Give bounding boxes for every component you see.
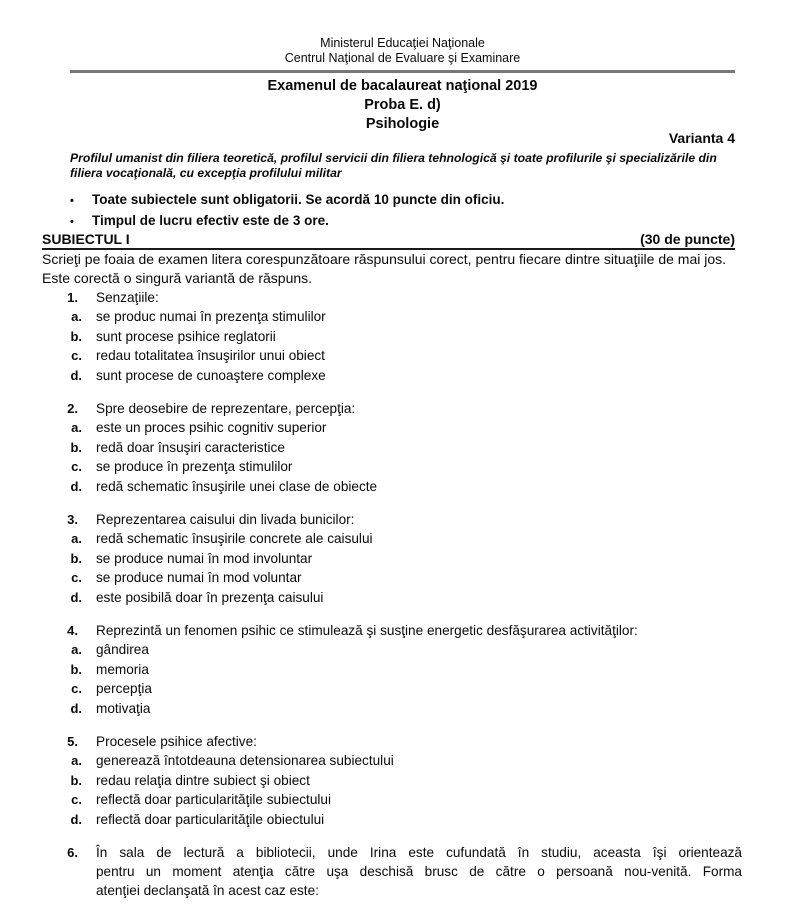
question-item bbox=[42, 510, 742, 607]
answer-option-text: gândirea bbox=[96, 642, 149, 657]
answer-option-text: memoria bbox=[96, 661, 149, 677]
question-item bbox=[42, 288, 742, 385]
answer-option-letter: c. bbox=[71, 570, 82, 585]
answer-option bbox=[42, 549, 742, 569]
answer-option-letter: d. bbox=[70, 589, 82, 605]
question-number: 4. bbox=[67, 623, 78, 638]
answer-option-letter: a. bbox=[71, 420, 82, 435]
answer-option bbox=[42, 307, 742, 327]
answer-option bbox=[42, 810, 742, 830]
answer-option-text: se produce numai în mod involuntar bbox=[96, 550, 313, 566]
question-stem: Senzaţiile: bbox=[96, 290, 159, 305]
answer-option bbox=[42, 346, 742, 366]
answer-option-text: sunt procese de cunoaştere complexe bbox=[96, 367, 326, 383]
exam-title-line-2: Proba E. d) bbox=[364, 97, 441, 113]
answer-option bbox=[42, 660, 742, 680]
question-item bbox=[42, 621, 742, 718]
instruction-bullet-text: Timpul de lucru efectiv este de 3 ore. bbox=[92, 213, 329, 228]
answer-option-letter: b. bbox=[70, 550, 82, 566]
answer-option bbox=[42, 457, 742, 477]
exam-title-block bbox=[70, 77, 735, 134]
question-item bbox=[42, 732, 742, 829]
question-stem-row bbox=[42, 399, 742, 418]
answer-option bbox=[42, 640, 742, 660]
subject-label: SUBIECTUL I bbox=[42, 231, 130, 247]
answer-option-text: se produc numai în prezenţa stimulilor bbox=[96, 309, 326, 324]
answer-option-letter: d. bbox=[70, 367, 82, 383]
answer-option bbox=[42, 366, 742, 386]
question-stem-row bbox=[42, 843, 742, 900]
question-stem: Reprezintă un fenomen psihic ce stimulează şi susţine energetic desfăşurarea activităţilor: bbox=[96, 623, 638, 638]
answer-option-text: reflectă doar particularităţile subiectului bbox=[96, 792, 331, 807]
subject-instructions: Scrieţi pe foaia de examen litera corespunzătoare răspunsului corect, pentru fiecare dintre situaţiile de mai jos. Este corectă o singură variantă de răspuns. bbox=[42, 251, 727, 286]
answer-option bbox=[42, 327, 742, 347]
institution-header bbox=[70, 36, 735, 66]
answer-option-text: redau totalitatea însuşirilor unui obiect bbox=[96, 348, 325, 363]
answer-option-text: generează întotdeauna detensionarea subiectului bbox=[96, 753, 394, 768]
answer-option-letter: b. bbox=[70, 772, 82, 788]
question-stem: Spre deosebire de reprezentare, percepţia: bbox=[96, 401, 356, 416]
question-stem: Reprezentarea caisului din livada bunicilor: bbox=[96, 512, 355, 527]
answer-option bbox=[42, 790, 742, 810]
answer-option-text: este posibilă doar în prezenţa caisului bbox=[96, 589, 324, 605]
answer-option bbox=[42, 588, 742, 608]
question-stem-line: În sala de lectură a bibliotecii, unde Irina este cufundată în studiu, aceasta îşi orientează bbox=[96, 845, 742, 860]
answer-option-text: motivaţia bbox=[96, 700, 151, 716]
question-number: 5. bbox=[67, 734, 78, 749]
answer-option-text: redau relaţia dintre subiect şi obiect bbox=[96, 772, 310, 788]
answer-option-text: sunt procese psihice reglatorii bbox=[96, 328, 276, 344]
answer-option-letter: a. bbox=[71, 531, 82, 546]
answer-option bbox=[42, 699, 742, 719]
answer-option-text: redă doar însuşiri caracteristice bbox=[96, 439, 285, 455]
answer-option bbox=[42, 679, 742, 699]
question-stem-row bbox=[42, 621, 742, 640]
question-stem bbox=[96, 843, 742, 900]
answer-option-letter: d. bbox=[70, 700, 82, 716]
instruction-bullet-item bbox=[70, 211, 735, 232]
answer-option bbox=[42, 477, 742, 497]
question-stem: Procesele psihice afective: bbox=[96, 734, 257, 749]
answer-option-text: redă schematic însuşirile unei clase de obiecte bbox=[96, 478, 378, 494]
question-item bbox=[42, 843, 742, 900]
ministry-line: Ministerul Educaţiei Naţionale bbox=[320, 36, 485, 50]
question-stem-line: pentru un moment atenţia către uşa deschisă brusc de către o persoană nou-venită. Forma bbox=[96, 864, 742, 879]
bullet-point-icon: • bbox=[70, 216, 74, 228]
answer-option-text: se produce numai în mod voluntar bbox=[96, 570, 302, 585]
answer-option-letter: d. bbox=[70, 478, 82, 494]
profile-note: Profilul umanist din filiera teoretică, profilul servicii din filiera tehnologică şi toate profilurile şi specializările din filiera vocaţională, cu excepţia profilului militar bbox=[70, 151, 717, 180]
instruction-bullet-text: Toate subiectele sunt obligatorii. Se acordă 10 puncte din oficiu. bbox=[92, 192, 505, 207]
exam-title-line-1: Examenul de bacalaureat naţional 2019 bbox=[267, 78, 538, 94]
answer-option-letter: a. bbox=[71, 309, 82, 324]
answer-option-text: redă schematic însuşirile concrete ale caisului bbox=[96, 531, 373, 546]
answer-option bbox=[42, 771, 742, 791]
answer-option bbox=[42, 529, 742, 549]
answer-option-text: reflectă doar particularităţile obiectului bbox=[96, 811, 325, 827]
answer-option-text: percepţia bbox=[96, 681, 152, 696]
variant-label: Varianta 4 bbox=[668, 130, 735, 146]
question-number: 2. bbox=[67, 401, 78, 416]
answer-option-letter: b. bbox=[70, 328, 82, 344]
question-stem-line: atenţiei declanşată în acest caz este: bbox=[96, 883, 319, 898]
center-line: Centrul Naţional de Evaluare şi Examinare bbox=[284, 51, 521, 65]
exam-title-line-3: Psihologie bbox=[365, 116, 440, 132]
answer-option bbox=[42, 751, 742, 771]
answer-option-letter: c. bbox=[71, 348, 82, 363]
answer-option-letter: d. bbox=[70, 811, 82, 827]
answer-option-text: se produce în prezenţa stimulilor bbox=[96, 459, 293, 474]
subject-heading-bar bbox=[42, 231, 735, 250]
question-stem-row bbox=[42, 732, 742, 751]
question-number: 3. bbox=[67, 512, 78, 527]
answer-option-text: este un proces psihic cognitiv superior bbox=[96, 420, 327, 435]
bullet-point-icon: • bbox=[70, 195, 74, 207]
answer-option-letter: b. bbox=[70, 439, 82, 455]
question-stem-row bbox=[42, 288, 742, 307]
instruction-bullet-list bbox=[70, 190, 735, 232]
answer-option-letter: c. bbox=[71, 792, 82, 807]
header-divider-rule bbox=[70, 70, 735, 73]
answer-option-letter: b. bbox=[70, 661, 82, 677]
answer-option bbox=[42, 568, 742, 588]
question-number: 6. bbox=[67, 845, 78, 860]
answer-option bbox=[42, 438, 742, 458]
question-list bbox=[42, 288, 742, 914]
answer-option-letter: c. bbox=[71, 681, 82, 696]
answer-option-letter: a. bbox=[71, 642, 82, 657]
question-stem-row bbox=[42, 510, 742, 529]
answer-option-letter: c. bbox=[71, 459, 82, 474]
question-number: 1. bbox=[67, 290, 78, 305]
instruction-bullet-item bbox=[70, 190, 735, 211]
subject-points: (30 de puncte) bbox=[640, 231, 735, 247]
question-item bbox=[42, 399, 742, 496]
answer-option bbox=[42, 418, 742, 438]
answer-option-letter: a. bbox=[71, 753, 82, 768]
